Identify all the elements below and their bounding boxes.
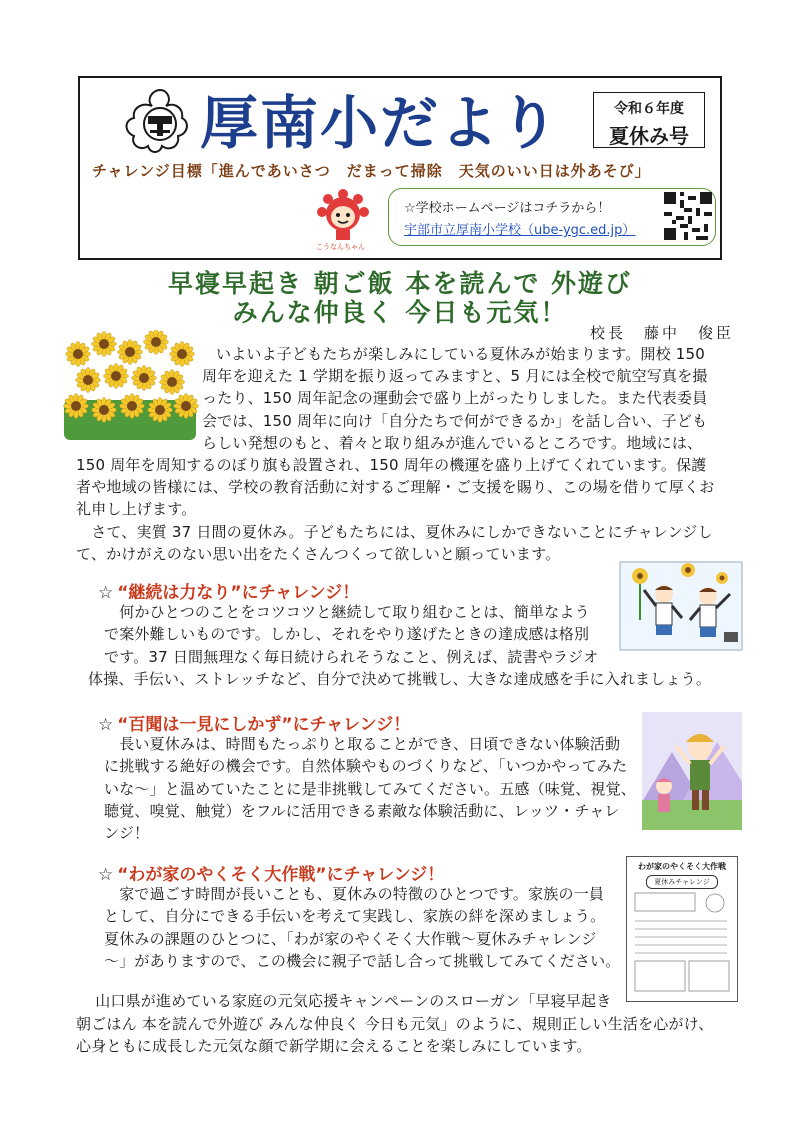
principal-name: 校長 藤中 俊臣 xyxy=(590,324,735,342)
text-line: 聴覚、嗅覚、触覚）をフルに活用できる素敵な体験活動に、レッツ・チャレ xyxy=(104,801,620,820)
text-line: 礼申し上げます。 xyxy=(76,500,197,519)
challenge-goal: チャレンジ目標「進んであいさつ だまって掃除 天気のいい日は外あそび」 xyxy=(92,162,651,180)
edition-issue: 夏休み号 xyxy=(609,124,689,148)
text-line: さて、実質 37 日間の夏休み。子どもたちには、夏休みにしかできないことにチャレンジし xyxy=(76,522,713,541)
flyer-content-icon xyxy=(627,889,737,1001)
edition-year: 令和６年度 xyxy=(614,101,684,117)
edition-box xyxy=(593,92,705,148)
star-icon: ☆ xyxy=(98,583,114,603)
text-line: 心身ともに成長した元気な顔で新学期に会えることを楽しみにしています。 xyxy=(76,1037,592,1055)
text-line: 家で過ごす時間が長いことも、夏休みの特徴のひとつです。家族の一員 xyxy=(104,885,605,903)
text-line: いな～」と温めていたことに是非挑戦してみてください。五感（味覚、視覚、 xyxy=(104,779,637,798)
masthead-title: 厚南小だより xyxy=(200,89,561,157)
flyer-subtitle: 夏休みチャレンジ xyxy=(646,875,718,889)
hiking-kids-illustration xyxy=(642,712,742,830)
text-line: 会では、150 周年に向け「自分たちで何ができるか」を話し合い、子ども xyxy=(202,411,708,430)
headline-line2: みんな仲良く 今日も元気！ xyxy=(232,298,568,327)
homepage-text: ☆学校ホームページはコチラから！ xyxy=(404,201,611,216)
section-title-keizoku: ☆ “継続は力なり”にチャレンジ！ xyxy=(98,583,360,603)
text-line: 山口県が進めている家庭の元気応援キャンペーンのスローガン「早寝早起き xyxy=(80,992,612,1010)
text-line: ～」がありますので、この機会に親子で話し合って挑戦してみてください。 xyxy=(104,951,621,970)
text-line: 150 周年を周知するのぼり旗も設置され、150 周年の機運を盛り上げてくれています。保護 xyxy=(76,456,707,474)
text-line: に挑戦する絶好の機会です。自然体験やものづくりなど、「いつかやってみた xyxy=(104,757,628,776)
section-title-hyakubun: ☆ “百聞は一見にしかず”にチャレンジ！ xyxy=(98,715,411,735)
school-emblem-icon xyxy=(124,86,196,158)
text-line: 長い夏休みは、時間もたっぷりと取ることができ、日頃できない体験活動 xyxy=(104,735,621,753)
text-line: 朝ごはん 本を読んで外遊び みんな仲良く 今日も元気」のように、規則正しい生活を心がけ、 xyxy=(76,1014,714,1033)
text-line: 何かひとつのことをコツコツと継続して取り組むことは、簡単なよう xyxy=(104,603,590,621)
star-icon: ☆ xyxy=(98,865,114,885)
exercise-kids-illustration xyxy=(618,560,744,652)
qr-code-icon[interactable] xyxy=(664,192,712,240)
flyer-title: わが家のやくそく大作戦 xyxy=(638,862,726,871)
headline-line1: 早寝早起き 朝ご飯 本を読んで 外遊び xyxy=(167,269,633,298)
homepage-link[interactable]: 宇部市立厚南小学校（ube-ygc.ed.jp） xyxy=(404,223,636,238)
section-title-yakusoku: ☆ “わが家のやくそく大作戦”にチャレンジ！ xyxy=(98,865,445,885)
star-icon: ☆ xyxy=(98,715,114,735)
sunflowers-illustration xyxy=(60,330,200,442)
text-line: 者や地域の皆様には、学校の教育活動に対するご理解・ご支援を賜り、この場を借りて厚くお xyxy=(76,478,715,497)
text-line: として、自分にできる手伝いを考えて実践し、家族の絆を深めましょう。 xyxy=(104,907,606,926)
yakusoku-flyer-thumbnail xyxy=(626,856,738,1002)
text-line: です。37 日間無理なく毎日続けられそうなこと、例えば、読書やラジオ xyxy=(104,647,599,666)
text-line: 体操、手伝い、ストレッチなど、自分で決めて挑戦し、大きな達成感を手に入れましょう。 xyxy=(88,669,712,688)
mascot-caption: こうなんちゃん xyxy=(316,243,365,251)
text-line: らしい発想のもと、着々と取り組みが進んでいるところです。地域には、 xyxy=(202,433,703,452)
text-line: 夏休みの課題のひとつに、「わが家のやくそく大作戦～夏休みチャレンジ xyxy=(104,929,597,948)
text-line: て、かけがえのない思い出をたくさんつくって欲しいと願っています。 xyxy=(76,544,561,563)
text-line: 周年を迎えた 1 学期を振り返ってみますと、5 月には全校で航空写真を撮 xyxy=(202,367,708,386)
text-line: いよいよ子どもたちが楽しみにしている夏休みが始まります。開校 150 xyxy=(216,345,706,363)
text-line: で案外難しいものです。しかし、それをやり遂げたときの達成感は格別 xyxy=(104,625,590,644)
text-line: ンジ！ xyxy=(104,824,150,843)
text-line: ったり、150 周年記念の運動会で盛り上がったりしました。また代表委員 xyxy=(202,389,708,408)
